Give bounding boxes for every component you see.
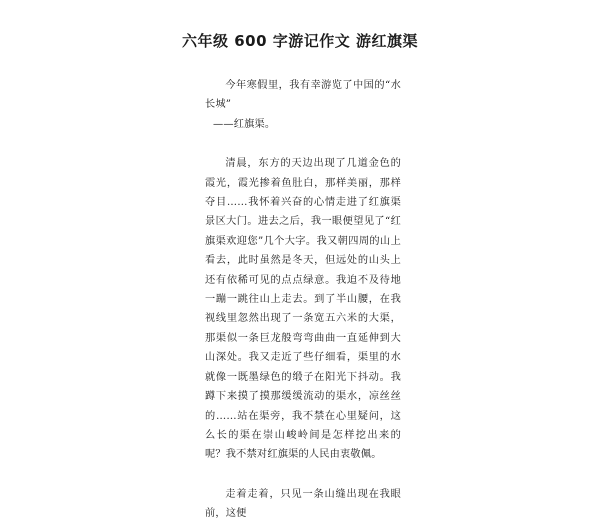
- document-body: [205, 76, 401, 524]
- document-title: 六年级 600 字游记作文 游红旗渠: [182, 32, 418, 50]
- paragraph-intro: 今年寒假里，我有幸游览了中国的“水长城”: [205, 80, 401, 111]
- paragraph-walking: 走着走着，只见一条山缝出现在我眼前，这便: [205, 488, 401, 520]
- paragraph-intro-continuation: ——红旗渠。: [213, 118, 276, 130]
- paragraph-morning: 清晨，东方的天边出现了几道金色的霞光，霞光掺着鱼肚白，那样美丽，那样夺目……我怀着兴奋的心情走进了红旗渠景区大门。进去之后，我一眼便望见了“红旗渠欢迎您”几个大字。我又朝四周的山上看去，此时虽然是冬天，但远处的山头上还有依稀可见的点点绿意。我迫不及待地一蹦一跳往山上走去。到了半山腰，在我视线里忽然出现了一条宽五六米的大渠，那渠似一条巨龙般弯弯曲曲一直延伸到大山深处。我又走近了些仔细看，渠里的水就像一既墨绿色的缎子在阳光下抖动。我蹲下来摸了摸那缓缓流动的渠水，凉丝丝的……站在渠旁，我不禁在心里疑问，这么长的渠在崇山峻岭间是怎样挖出来的呢？我不禁对红旗渠的人民由衷敬佩。: [205, 158, 401, 461]
